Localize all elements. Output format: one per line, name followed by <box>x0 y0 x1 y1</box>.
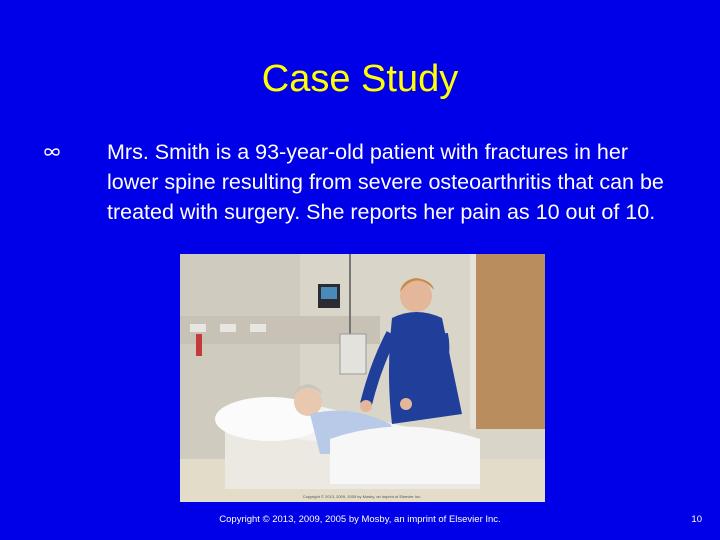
footer-copyright: Copyright © 2013, 2009, 2005 by Mosby, an imprint of Elsevier Inc. <box>219 514 501 525</box>
slide-title: Case Study <box>261 58 459 100</box>
patient-photo <box>180 254 545 502</box>
infinity-bullet-icon <box>44 146 60 158</box>
photo-caption: Copyright © 2013, 2009, 2005 by Mosby, an imprint of Elsevier Inc. <box>302 494 422 499</box>
patient-photo-illustration <box>180 254 545 502</box>
page-number: 10 <box>691 514 702 525</box>
bullet-text: Mrs. Smith is a 93-year-old patient with fractures in her lower spine resulting from severe osteoarthritis that can be treated with surgery. She reports her pain as 10 out of 10. <box>107 140 664 224</box>
